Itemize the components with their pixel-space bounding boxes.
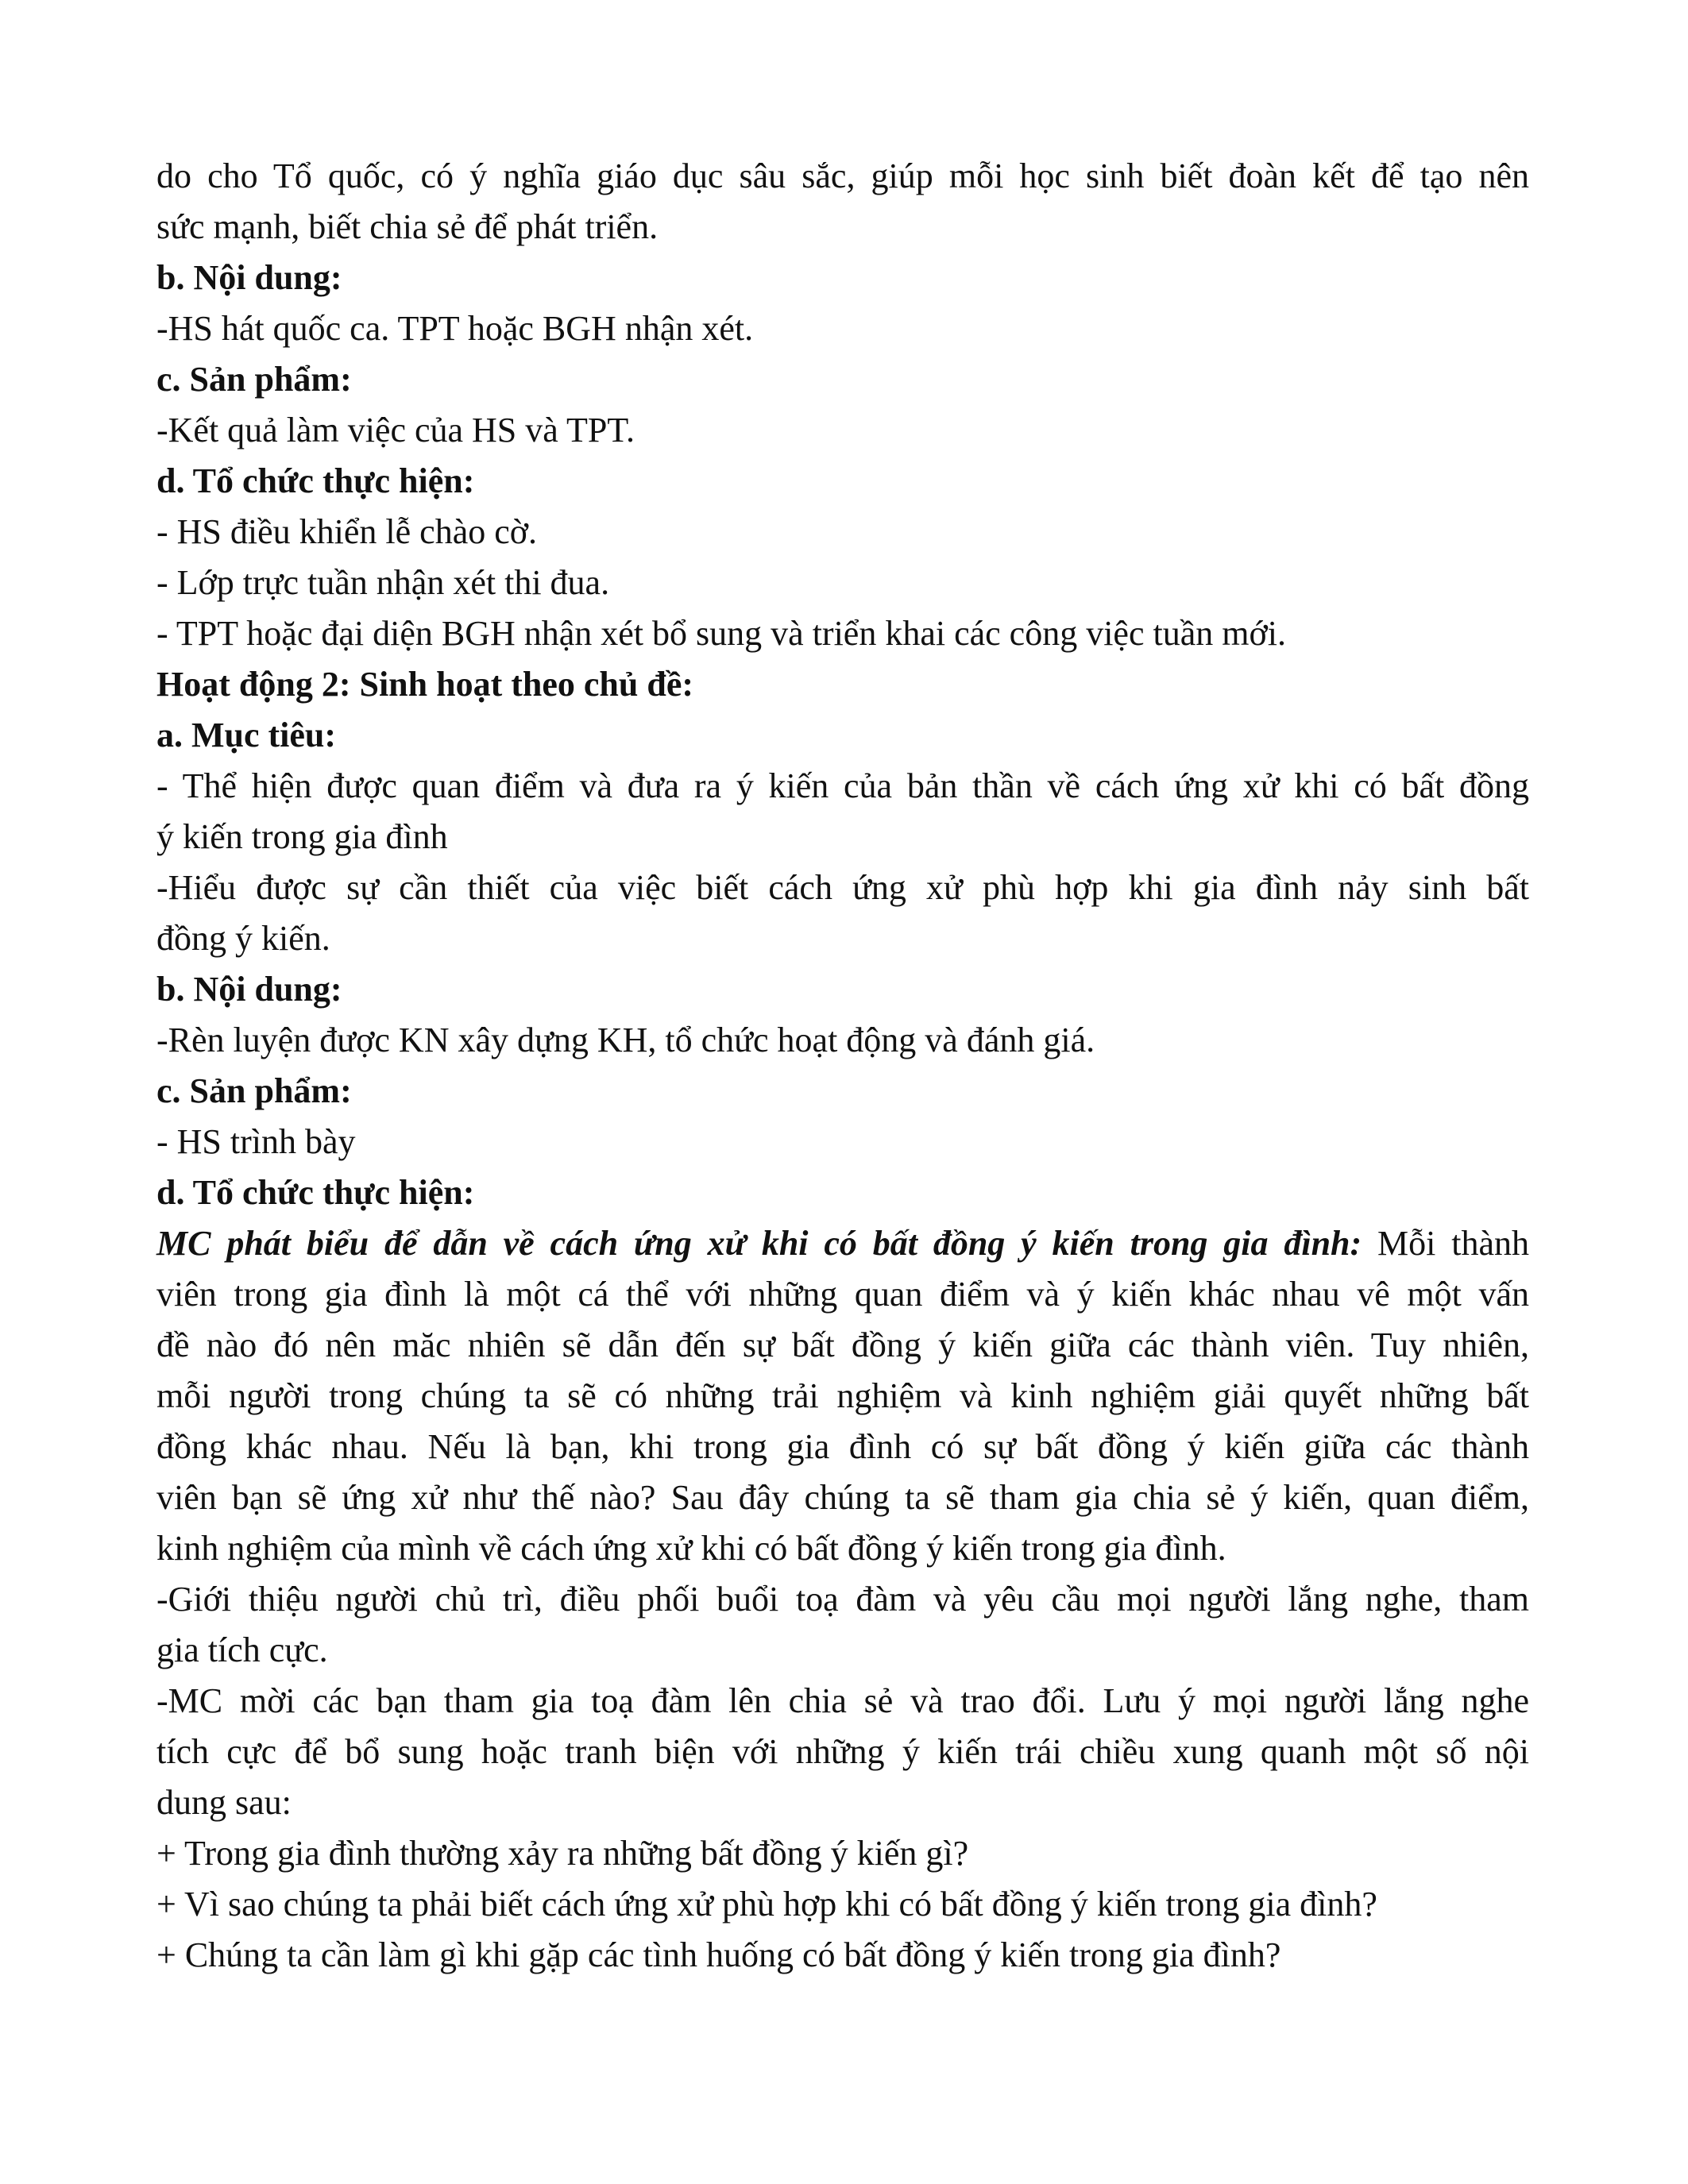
noi-dung-heading-2: b. Nội dung: — [156, 970, 342, 1009]
mc-moi-line-1: -MC mời các bạn tham gia toạ đàm lên chia sẻ và trao đổi. Lưu ý mọi người lắng nghe — [156, 1681, 1529, 1720]
mc-intro-line: viên bạn sẽ ứng xử như thế nào? Sau đây chúng ta sẽ tham gia chia sẻ ý kiến, quan điểm, — [156, 1478, 1529, 1517]
muc-tieu-2-line-2: đồng ý kiến. — [156, 919, 330, 958]
mc-intro-line: đồng khác nhau. Nếu là bạn, khi trong gia đình có sự bất đồng ý kiến giữa các thành — [156, 1427, 1529, 1466]
mc-intro-text-start: Mỗi thành — [1362, 1224, 1529, 1263]
muc-tieu-1-line-2: ý kiến trong gia đình — [156, 817, 448, 856]
san-pham-heading-2: c. Sản phẩm: — [156, 1071, 352, 1110]
mc-intro-line-1 — [156, 1218, 1529, 1269]
noi-dung-heading: b. Nội dung: — [156, 258, 342, 297]
gioi-thieu-line-2: gia tích cực. — [156, 1630, 328, 1669]
noi-dung-text: -HS hát quốc ca. TPT hoặc BGH nhận xét. — [156, 309, 754, 348]
question-item: + Vì sao chúng ta phải biết cách ứng xử phù hợp khi có bất đồng ý kiến trong gia đình? — [156, 1885, 1377, 1924]
mc-intro-line: đề nào đó nên măc nhiên sẽ dẫn đến sự bất đồng ý kiến giữa các thành viên. Tuy nhiên, — [156, 1325, 1529, 1364]
question-item: + Trong gia đình thường xảy ra những bất đồng ý kiến gì? — [156, 1834, 969, 1873]
muc-tieu-2-line-1: -Hiểu được sự cần thiết của việc biết cách ứng xử phù hợp khi gia đình nảy sinh bất — [156, 868, 1529, 907]
muc-tieu-1-line-1: - Thể hiện được quan điểm và đưa ra ý kiến của bản thần về cách ứng xử khi có bất đồng — [156, 766, 1529, 805]
san-pham-text: -Kết quả làm việc của HS và TPT. — [156, 411, 635, 450]
intro-line-2: sức mạnh, biết chia sẻ để phát triển. — [156, 207, 659, 246]
mc-intro-line: viên trong gia đình là một cá thể với những quan điểm và ý kiến khác nhau vê một vấn — [156, 1275, 1529, 1314]
activity-2-title: Hoạt động 2: Sinh hoạt theo chủ đề: — [156, 665, 694, 704]
question-item: + Chúng ta cần làm gì khi gặp các tình huống có bất đồng ý kiến trong gia đình? — [156, 1935, 1281, 1974]
mc-intro-line: mỗi người trong chúng ta sẽ có những trải nghiệm và kinh nghiệm giải quyết những bất — [156, 1376, 1529, 1415]
san-pham-text-2: - HS trình bày — [156, 1122, 356, 1161]
to-chuc-heading-2: d. Tổ chức thực hiện: — [156, 1173, 475, 1212]
to-chuc-item: - TPT hoặc đại diện BGH nhận xét bổ sung và triển khai các công việc tuần mới. — [156, 614, 1286, 653]
to-chuc-item: - Lớp trực tuần nhận xét thi đua. — [156, 563, 610, 602]
mc-intro-line: kinh nghiệm của mình về cách ứng xử khi có bất đồng ý kiến trong gia đình. — [156, 1529, 1226, 1568]
mc-intro-label: MC phát biểu để dẫn về cách ứng xử khi có bất đồng ý kiến trong gia đình: — [156, 1224, 1362, 1263]
document-page — [156, 151, 1529, 1981]
intro-line-1: do cho Tổ quốc, có ý nghĩa giáo dục sâu sắc, giúp mỗi học sinh biết đoàn kết để tạo nên — [156, 156, 1529, 195]
to-chuc-heading: d. Tổ chức thực hiện: — [156, 461, 475, 500]
mc-moi-line-2: tích cực để bổ sung hoặc tranh biện với những ý kiến trái chiều xung quanh một số nội — [156, 1732, 1529, 1771]
mc-moi-line-3: dung sau: — [156, 1783, 292, 1822]
muc-tieu-heading: a. Mục tiêu: — [156, 716, 337, 754]
san-pham-heading: c. Sản phẩm: — [156, 360, 352, 399]
to-chuc-item: - HS điều khiển lễ chào cờ. — [156, 512, 538, 551]
gioi-thieu-line-1: -Giới thiệu người chủ trì, điều phối buổi toạ đàm và yêu cầu mọi người lắng nghe, tham — [156, 1580, 1529, 1619]
noi-dung-text-2: -Rèn luyện được KN xây dựng KH, tổ chức hoạt động và đánh giá. — [156, 1021, 1095, 1059]
